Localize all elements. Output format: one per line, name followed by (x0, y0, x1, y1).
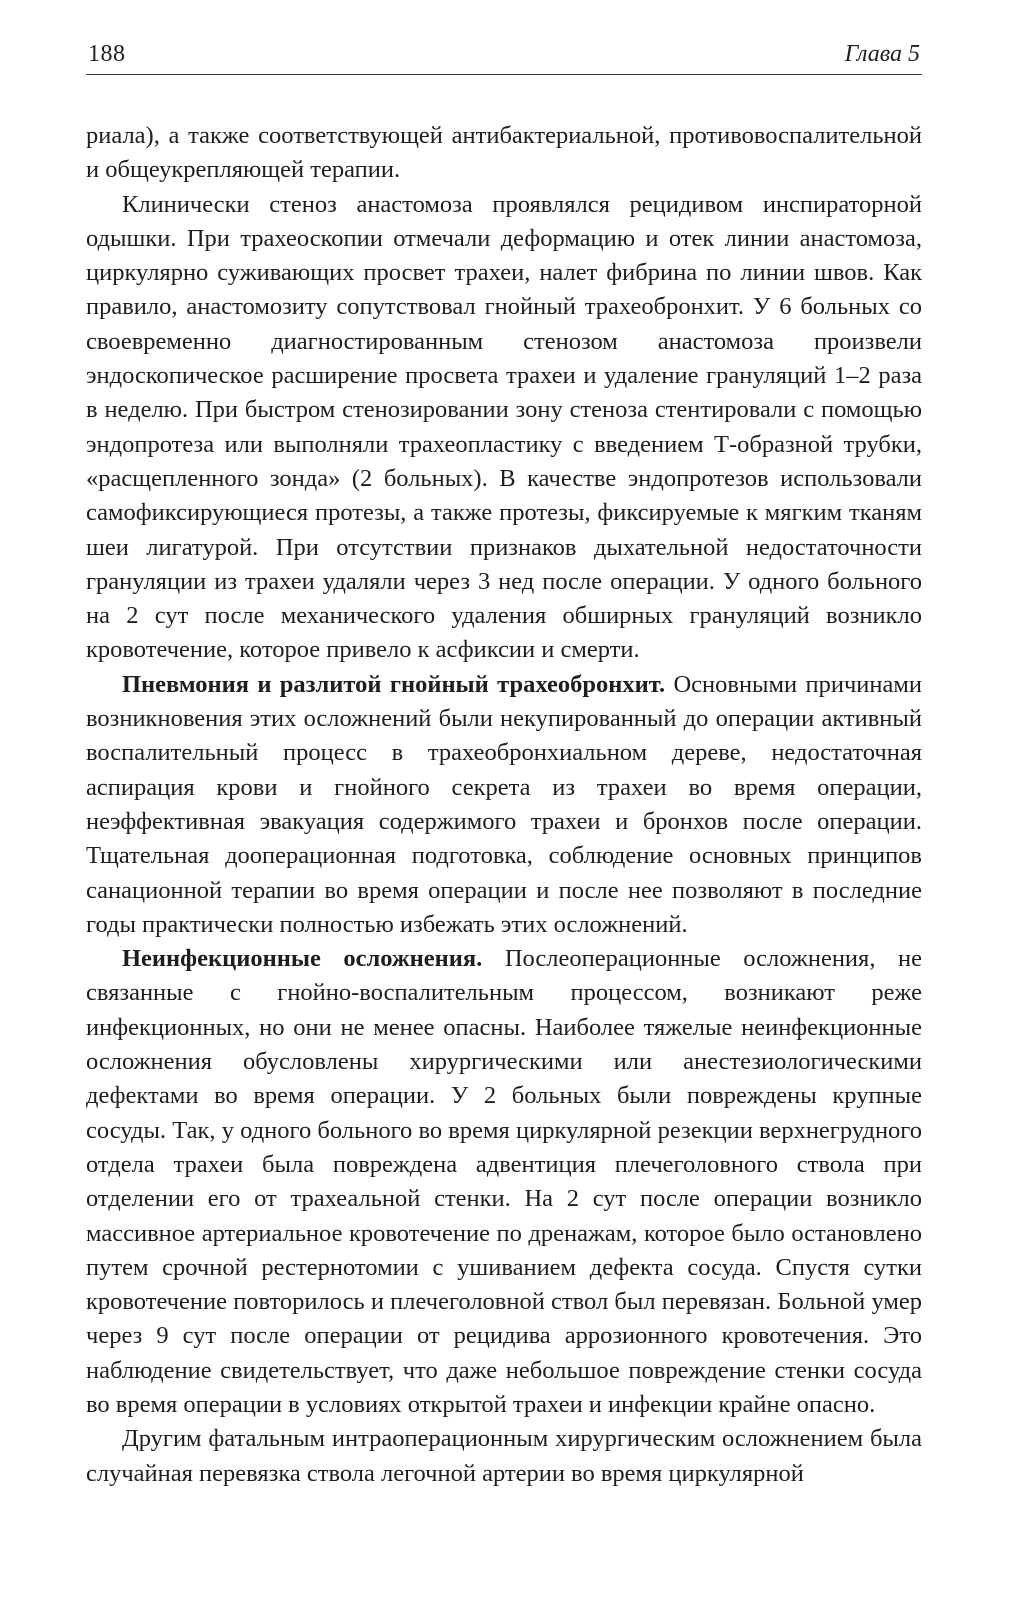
paragraph-text: Основными причинами возникновения этих осложнений были некупированный до операции активный воспалительный процесс в трахеобронхиальном дереве, недостаточная аспирация крови и гнойного секрета из трахеи во время операции, неэффективная эвакуация содержимого трахеи и бронхов после операции. Тщательная дооперационная подготовка, соблюдение основных принципов санационной терапии во время операции и после нее позволяют в последние годы практически полностью избежать этих осложнений. (86, 670, 922, 938)
page-number: 188 (88, 41, 126, 67)
run-in-heading: Пневмония и разлитой гнойный трахеобронхит. (122, 670, 666, 698)
paragraph (86, 188, 922, 668)
chapter-title: Глава 5 (844, 41, 920, 67)
run-in-heading: Неинфекционные осложнения. (122, 945, 483, 973)
paragraph (86, 668, 922, 942)
paragraph-text: Другим фатальным интраоперационным хирургическим осложнением была случайная перевязка ствола легочной артерии во время циркулярной (86, 1425, 922, 1487)
paragraph-text: Клинически стеноз анастомоза проявлялся рецидивом инспираторной одышки. При трахеоскопии отмечали деформацию и отек линии анастомоза, циркулярно суживающих просвет трахеи, налет фибрина по линии швов. Как правило, анастомозиту сопутствовал гнойный трахеобронхит. У 6 больных со своевременно диагностированным стенозом анастомоза произвели эндоскопическое расширение просвета трахеи и удаление грануляций 1–2 раза в неделю. При быстром стенозировании зону стеноза стентировали с помощью эндопротеза или выполняли трахеопластику с введением Т-образной трубки, «расщепленного зонда» (2 больных). В качестве эндопротезов использовали самофиксирующиеся протезы, а также протезы, фиксируемые к мягким тканям шеи лигатурой. При отсутствии признаков дыхательной недостаточности грануляции из трахеи удаляли через 3 нед после операции. У одного больного на 2 сут после механического удаления обширных грануляций возникло кровотечение, которое привело к асфиксии и смерти. (86, 190, 922, 664)
paragraph (86, 119, 922, 188)
paragraph-text: Послеоперационные осложнения, не связанные с гнойно-воспалительным процессом, возникают реже инфекционных, но они не менее опасны. Наиболее тяжелые неинфекционные осложнения обусловлены хирургическими или анестезиологическими дефектами во время операции. У 2 больных были повреждены крупные сосуды. Так, у одного больного во время циркулярной резекции верхнегрудного отдела трахеи была повреждена адвентиция плечеголовного ствола при отделении его от трахеальной стенки. На 2 сут после операции возникло массивное артериальное кровотечение по дренажам, которое было остановлено путем срочной рестернотомии с ушиванием дефекта сосуда. Спустя сутки кровотечение повторилось и плечеголовной ствол был перевязан. Больной умер через 9 сут после операции от рецидива аррозионного кровотечения. Это наблюдение свидетельствует, что даже небольшое повреждение стенки сосуда во время операции в условиях открытой трахеи и инфекции крайне опасно. (86, 945, 922, 1418)
paragraph-text: риала), а также соответствующей антибактериальной, противовоспалительной и общеукрепляющей терапии. (86, 122, 922, 184)
book-page (86, 40, 922, 1491)
running-header (86, 40, 922, 75)
paragraph (86, 1422, 922, 1491)
paragraph (86, 942, 922, 1422)
body-text (86, 119, 922, 1491)
